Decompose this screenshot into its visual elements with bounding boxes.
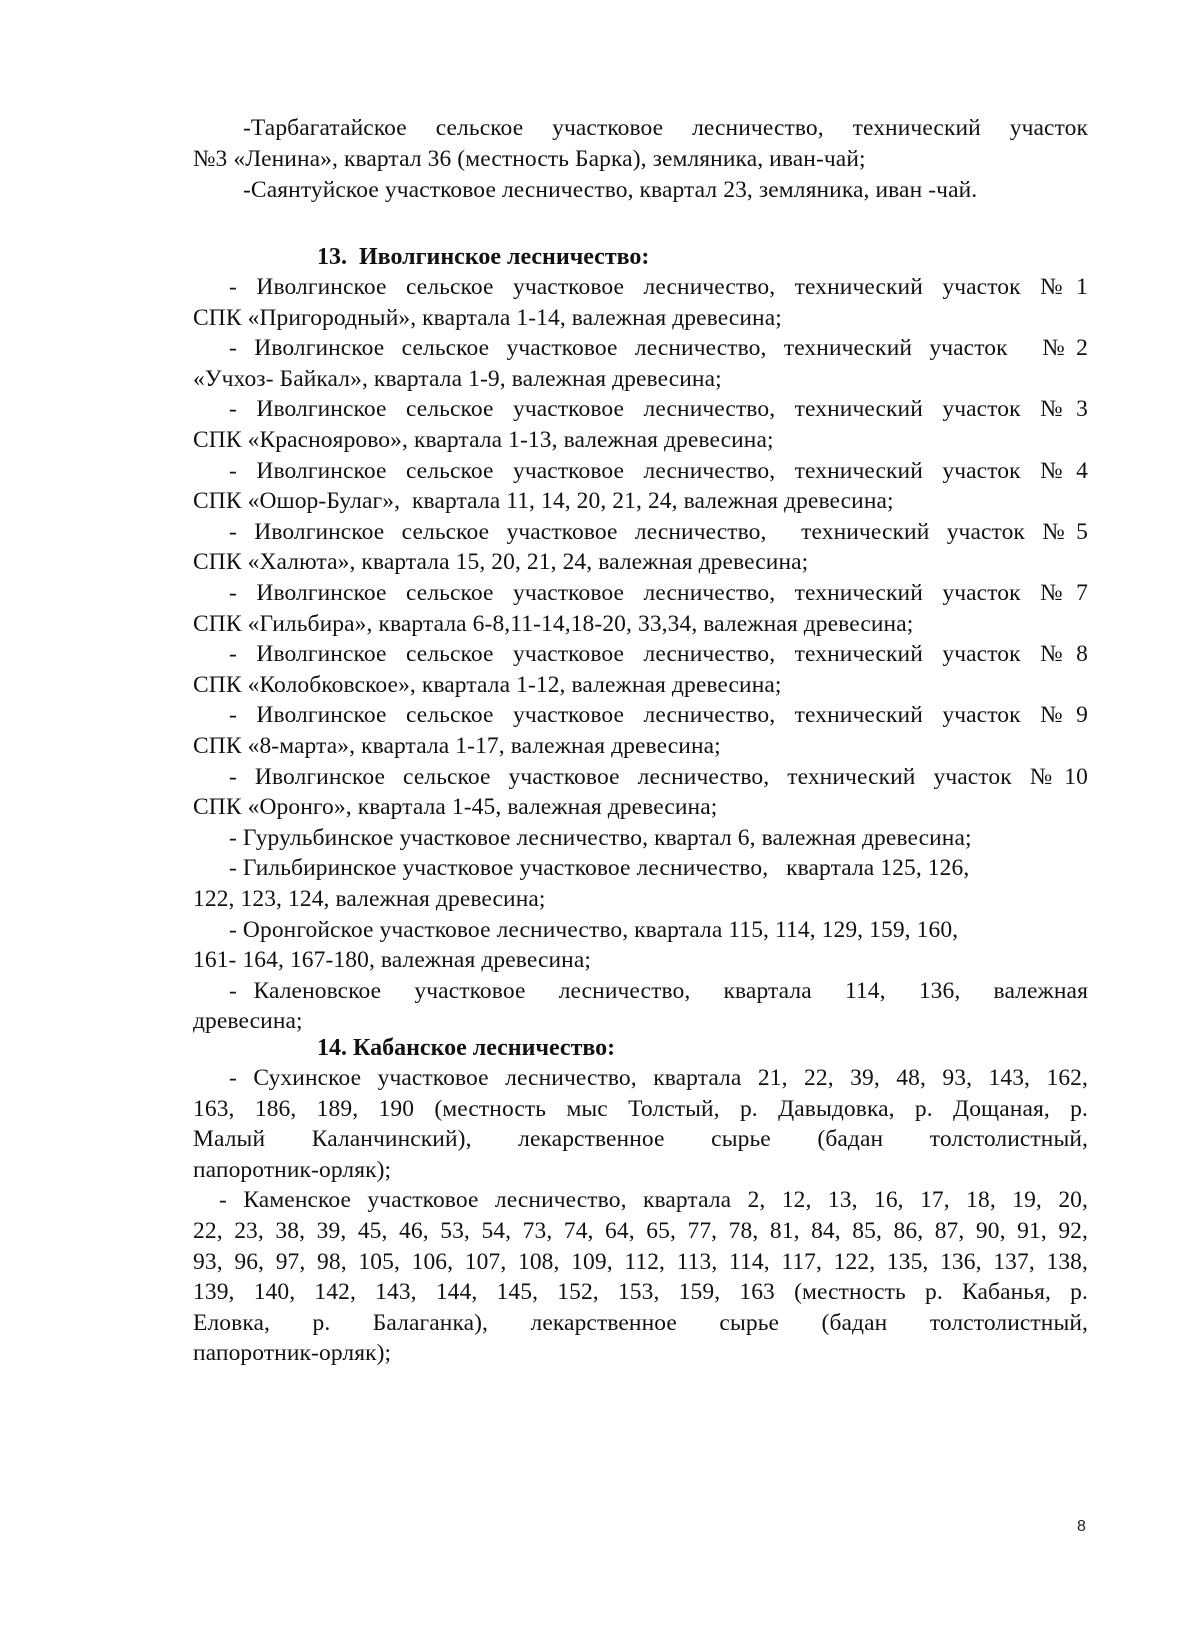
text-line: 139, 140, 142, 143, 144, 145, 152, 153, 159, 163 (местность р. Кабанья, р. xyxy=(193,1279,1088,1306)
text-line: -Тарбагатайское сельское участковое лесничество, технический участок xyxy=(243,115,1088,141)
list-item xyxy=(193,1185,1088,1369)
text-line: - Каленовское участковое лесничество, квартала 114, 136, валежная xyxy=(229,977,1088,1004)
text-line: - Иволгинское сельское участковое лесничество, технический участок №3 xyxy=(229,396,1088,423)
list-item xyxy=(193,700,1088,761)
list-item xyxy=(193,333,1088,394)
text-line: - Гурульбинское участковое лесничество, квартал 6, валежная древесина; xyxy=(229,824,972,851)
text-line: - Сухинское участковое лесничество, квартала 21, 22, 39, 48, 93, 143, 162, xyxy=(229,1065,1088,1091)
text-line: - Иволгинское сельское участковое лесничество, технический участок №5 xyxy=(229,518,1088,545)
text-line: - Иволгинское сельское участковое лесничество, технический участок №10 xyxy=(229,763,1088,790)
text-line: -Саянтуйское участковое лесничество, квартал 23, земляника, иван -чай. xyxy=(243,177,978,203)
text-line: «Учхоз- Байкал», квартала 1-9, валежная древесина; xyxy=(193,365,722,392)
text-line: СПК «Ошор-Булаг», квартала 11, 14, 20, 21, 24, валежная древесина; xyxy=(193,488,894,515)
paragraph xyxy=(193,113,1088,174)
page-number: 8 xyxy=(1077,1518,1086,1535)
text-line: 122, 123, 124, валежная древесина; xyxy=(193,885,546,912)
list-item xyxy=(193,976,1088,1037)
text-line: СПК «Халюта», квартала 15, 20, 21, 24, валежная древесина; xyxy=(193,549,809,576)
text-line: - Каменское участковое лесничество, квартала 2, 12, 13, 16, 17, 18, 19, 20, xyxy=(219,1187,1088,1214)
text-line: 163, 186, 189, 190 (местность мыс Толстый, р. Давыдовка, р. Дощаная, р. xyxy=(193,1095,1088,1122)
text-line: древесина; xyxy=(193,1008,303,1035)
text-line: 161- 164, 167-180, валежная древесина; xyxy=(193,947,591,974)
text-line: папоротник-орляк); xyxy=(193,1156,392,1183)
text-line: СПК «8-марта», квартала 1-17, валежная древесина; xyxy=(193,732,721,759)
text-line: СПК «Оронго», квартала 1-45, валежная древесина; xyxy=(193,794,718,821)
text-line: - Оронгойское участковое лесничество, квартала 115, 114, 129, 159, 160, xyxy=(229,916,959,943)
paragraph xyxy=(193,175,1088,206)
text-line: Еловка, р. Балаганка), лекарственное сырье (бадан толстолистный, xyxy=(193,1309,1088,1336)
text-line: - Иволгинское сельское участковое лесничество, технический участок №1 xyxy=(229,274,1088,300)
text-line: - Иволгинское сельское участковое лесничество, технический участок №8 xyxy=(229,641,1088,668)
text-line: - Иволгинское сельское участковое лесничество, технический участок №7 xyxy=(229,580,1088,606)
list-item xyxy=(193,394,1088,455)
text-line: Малый Каланчинский), лекарственное сырье (бадан толстолистный, xyxy=(193,1126,1088,1153)
list-item xyxy=(193,915,1088,976)
text-line: - Гильбиринское участковое участковое лесничество, квартала 125, 126, xyxy=(229,855,970,882)
text-line: СПК «Гильбира», квартала 6-8,11-14,18-20, 33,34, валежная древесина; xyxy=(193,610,914,637)
text-line: СПК «Пригородный», квартала 1-14, валежная древесина; xyxy=(193,304,782,331)
text-line: СПК «Краснoярово», квартала 1-13, валежная древесина; xyxy=(193,426,774,453)
text-line: 22, 23, 38, 39, 45, 46, 53, 54, 73, 74, 64, 65, 77, 78, 81, 84, 85, 86, 87, 90, 91, 92, xyxy=(193,1217,1088,1244)
section-heading: 14. Кабанское лесничество: xyxy=(317,1035,616,1061)
list-item xyxy=(193,762,1088,823)
text-line: 93, 96, 97, 98, 105, 106, 107, 108, 109, 112, 113, 114, 117, 122, 135, 136, 137, 138, xyxy=(193,1248,1088,1275)
text-line: - Иволгинское сельское участковое лесничество, технический участок №9 xyxy=(229,702,1088,729)
text-line: - Иволгинское сельское участковое лесничество, технический участок №2 xyxy=(229,335,1088,362)
text-line: папоротник-орляк); xyxy=(193,1340,392,1367)
list-item xyxy=(193,456,1088,517)
list-item xyxy=(193,853,1088,914)
text-line: СПК «Колобковское», квартала 1-12, валежная древесина; xyxy=(193,671,782,698)
list-item xyxy=(193,823,1088,854)
list-item xyxy=(193,272,1088,333)
list-item xyxy=(193,639,1088,700)
list-item xyxy=(193,578,1088,639)
text-line: №3 «Ленина», квартал 36 (местность Барка), земляника, иван-чай; xyxy=(193,145,866,172)
section-heading: 13. Иволгинское лесничество: xyxy=(317,244,650,270)
list-item xyxy=(193,517,1088,578)
text-line: - Иволгинское сельское участковое лесничество, технический участок №4 xyxy=(229,457,1088,484)
list-item xyxy=(193,1063,1088,1185)
